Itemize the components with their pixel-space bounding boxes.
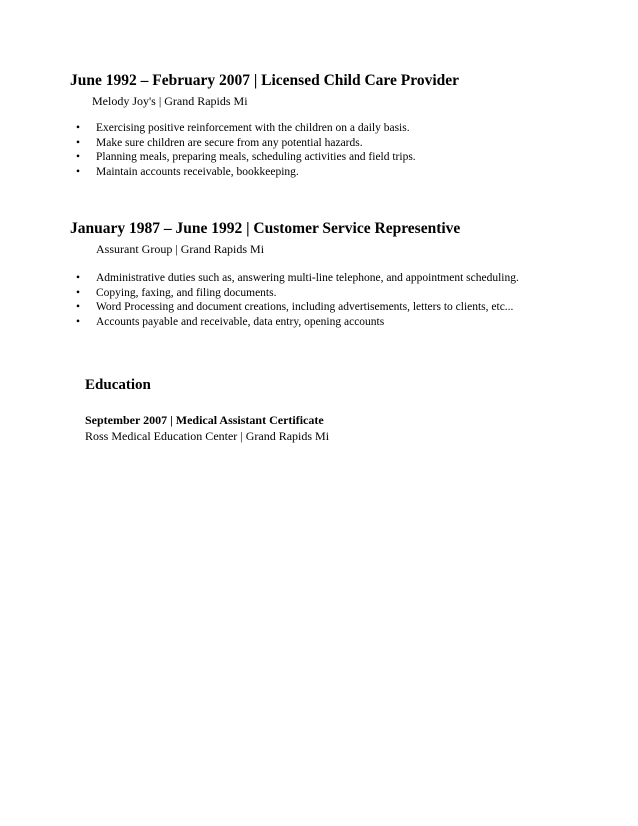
list-item bbox=[70, 121, 610, 136]
duty-text: Administrative duties such as, answering multi-line telephone, and appointment scheduling. bbox=[96, 272, 519, 284]
bullet-icon: • bbox=[76, 151, 81, 163]
list-item bbox=[70, 271, 610, 286]
education-institution: Ross Medical Education Center | Grand Rapids Mi bbox=[85, 429, 330, 443]
education-heading: Education bbox=[85, 377, 151, 393]
job-title: January 1987 – June 1992 | Customer Service Representive bbox=[70, 220, 461, 237]
bullet-icon: • bbox=[76, 286, 81, 299]
list-item bbox=[70, 300, 610, 315]
job-duties-list bbox=[70, 121, 610, 179]
education-certificate: September 2007 | Medical Assistant Certificate bbox=[85, 413, 324, 427]
duty-text: Accounts payable and receivable, data entry, opening accounts bbox=[96, 315, 385, 328]
job-title: June 1992 – February 2007 | Licensed Child Care Provider bbox=[70, 72, 460, 89]
list-item bbox=[70, 165, 610, 180]
duty-text: Planning meals, preparing meals, scheduling activities and field trips. bbox=[96, 151, 416, 163]
job-duties-list bbox=[70, 271, 610, 329]
job-entry-child-care bbox=[70, 71, 610, 179]
duty-text: Maintain accounts receivable, bookkeeping. bbox=[96, 165, 299, 178]
duty-text: Exercising positive reinforcement with the children on a daily basis. bbox=[96, 122, 410, 134]
list-item bbox=[70, 136, 610, 151]
bullet-icon: • bbox=[76, 315, 81, 328]
education-section bbox=[85, 375, 585, 444]
duty-text: Copying, faxing, and filing documents. bbox=[96, 286, 277, 299]
bullet-icon: • bbox=[76, 272, 81, 284]
list-item bbox=[70, 315, 610, 330]
bullet-icon: • bbox=[76, 136, 81, 149]
list-item bbox=[70, 286, 610, 301]
list-item bbox=[70, 150, 610, 165]
bullet-icon: • bbox=[76, 165, 81, 178]
bullet-icon: • bbox=[76, 122, 81, 134]
duty-text: Make sure children are secure from any potential hazards. bbox=[96, 136, 363, 149]
bullet-icon: • bbox=[76, 301, 81, 313]
job-employer: Melody Joy's | Grand Rapids Mi bbox=[92, 94, 248, 108]
job-entry-customer-service bbox=[70, 219, 610, 329]
job-employer: Assurant Group | Grand Rapids Mi bbox=[96, 242, 265, 256]
duty-text: Word Processing and document creations, including advertisements, letters to clients, etc... bbox=[96, 301, 514, 313]
